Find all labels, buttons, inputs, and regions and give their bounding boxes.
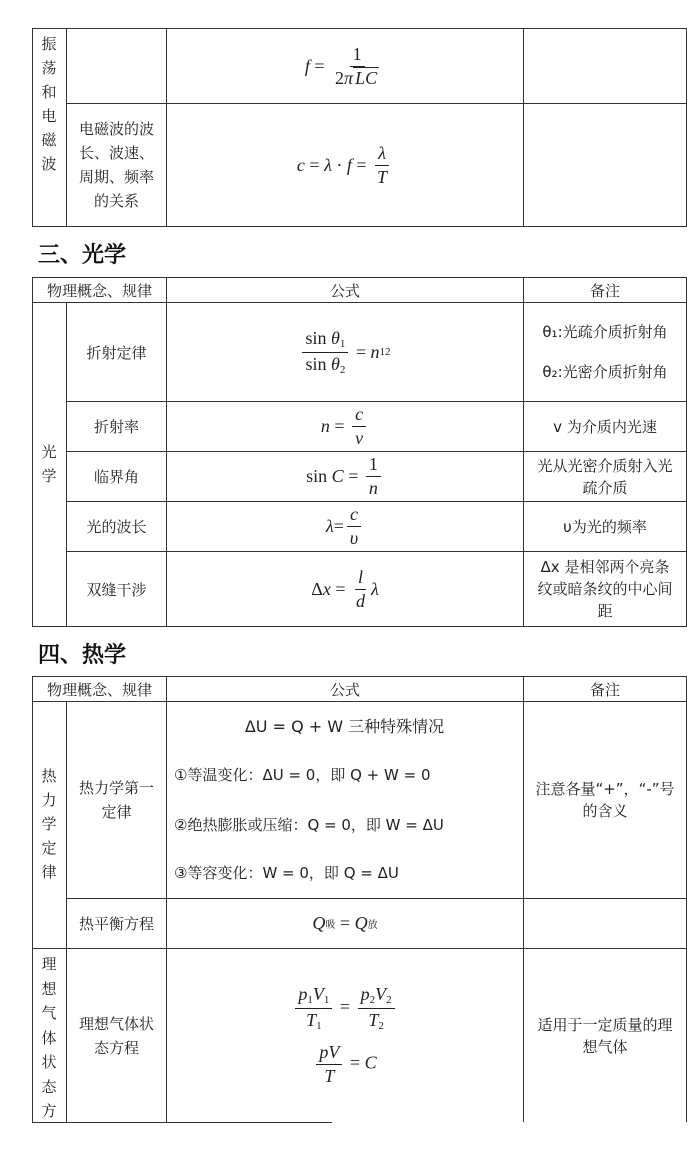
formula-heat-balance: Q 吸 = Q 放 — [312, 913, 378, 933]
note-first-law: 注意各量“+”，“-”号的含义 — [535, 780, 675, 820]
heading-thermo: 四、热学 — [38, 643, 127, 668]
header-concept: 物理概念、规律 — [46, 680, 152, 699]
note-critical-angle: 光从光密介质射入光疏介质 — [537, 456, 673, 497]
header-note: 备注 — [589, 680, 620, 699]
concept-double-slit: 双缝干涉 — [86, 580, 147, 599]
formula-lc-frequency: f = $\frac{1}{\text{2π LC}}$ — [304, 43, 378, 88]
note-double-slit: Δx 是相邻两个亮条纹或暗条纹的中心间距 — [537, 558, 673, 620]
header-formula: 公式 — [329, 281, 360, 300]
formula-refraction-law: $\frac{\sin \theta_1}{\sin \theta_2}$ = n 12 — [167, 303, 523, 401]
first-law-line-adiabatic: ②绝热膨胀或压缩：Q = 0，即 W = ΔU — [174, 816, 444, 834]
group-label-thermodynamics: 热力学定律 — [41, 767, 57, 881]
note-refraction-law: θ₁:光疏介质折射角 θ₂:光密介质折射角 — [542, 323, 668, 381]
header-note: 备注 — [589, 281, 620, 300]
formula-critical-angle: sin C = $\frac{1}{n}$ — [167, 452, 523, 501]
formula-double-slit: Δ x = $\frac{l}{d}$ λ — [311, 566, 379, 611]
formula-refractive-index: n = $\frac{c}{v}$ — [167, 402, 523, 451]
group-label-optics: 光学 — [41, 443, 57, 485]
note-ideal-gas: 适用于一定质量的理想气体 — [537, 1015, 673, 1056]
group-label-ideal-gas: 理想气体状态方 — [41, 955, 57, 1120]
concept-heat-balance: 热平衡方程 — [78, 915, 154, 933]
note-refractive-index: v 为介质内光速 — [553, 418, 657, 436]
concept-critical-angle: 临界角 — [93, 468, 139, 486]
concept-ideal-gas: 理想气体状态方程 — [78, 1014, 154, 1057]
concept-refraction-law: 折射定律 — [86, 343, 147, 362]
formula-wave-speed: c = λ · f = $\frac{\lambda}{T}$ — [296, 142, 388, 187]
first-law-line-isothermal: ①等温变化：ΔU = 0，即 Q + W = 0 — [174, 766, 431, 784]
formula-first-law — [172, 702, 522, 898]
header-concept: 物理概念、规律 — [46, 281, 152, 300]
concept-first-law: 热力学第一定律 — [78, 779, 154, 821]
concept-refractive-index: 折射率 — [93, 418, 139, 436]
header-formula: 公式 — [329, 680, 360, 699]
note-light-wavelength: υ为光的频率 — [563, 518, 647, 536]
group-label-oscillation: 振荡和电磁波 — [41, 35, 57, 173]
first-law-line-main: ΔU = Q + W 三种特殊情况 — [244, 717, 445, 736]
concept-light-wavelength: 光的波长 — [86, 518, 147, 536]
first-law-line-isochoric: ③等容变化：W = 0，即 Q = ΔU — [174, 864, 399, 882]
concept-em-wave-relation: 电磁波的波长、波速、周期、频率的关系 — [78, 120, 154, 210]
heading-optics: 三、光学 — [38, 243, 127, 268]
formula-ideal-gas: $\frac{p_1V_1}{T_1}$ = $\frac{p_2V_2}{T_2}$ $\frac{pV}{T}$ = C — [167, 949, 523, 1122]
formula-light-wavelength: λ = $\frac{c}{\upsilon}$ — [167, 502, 523, 551]
